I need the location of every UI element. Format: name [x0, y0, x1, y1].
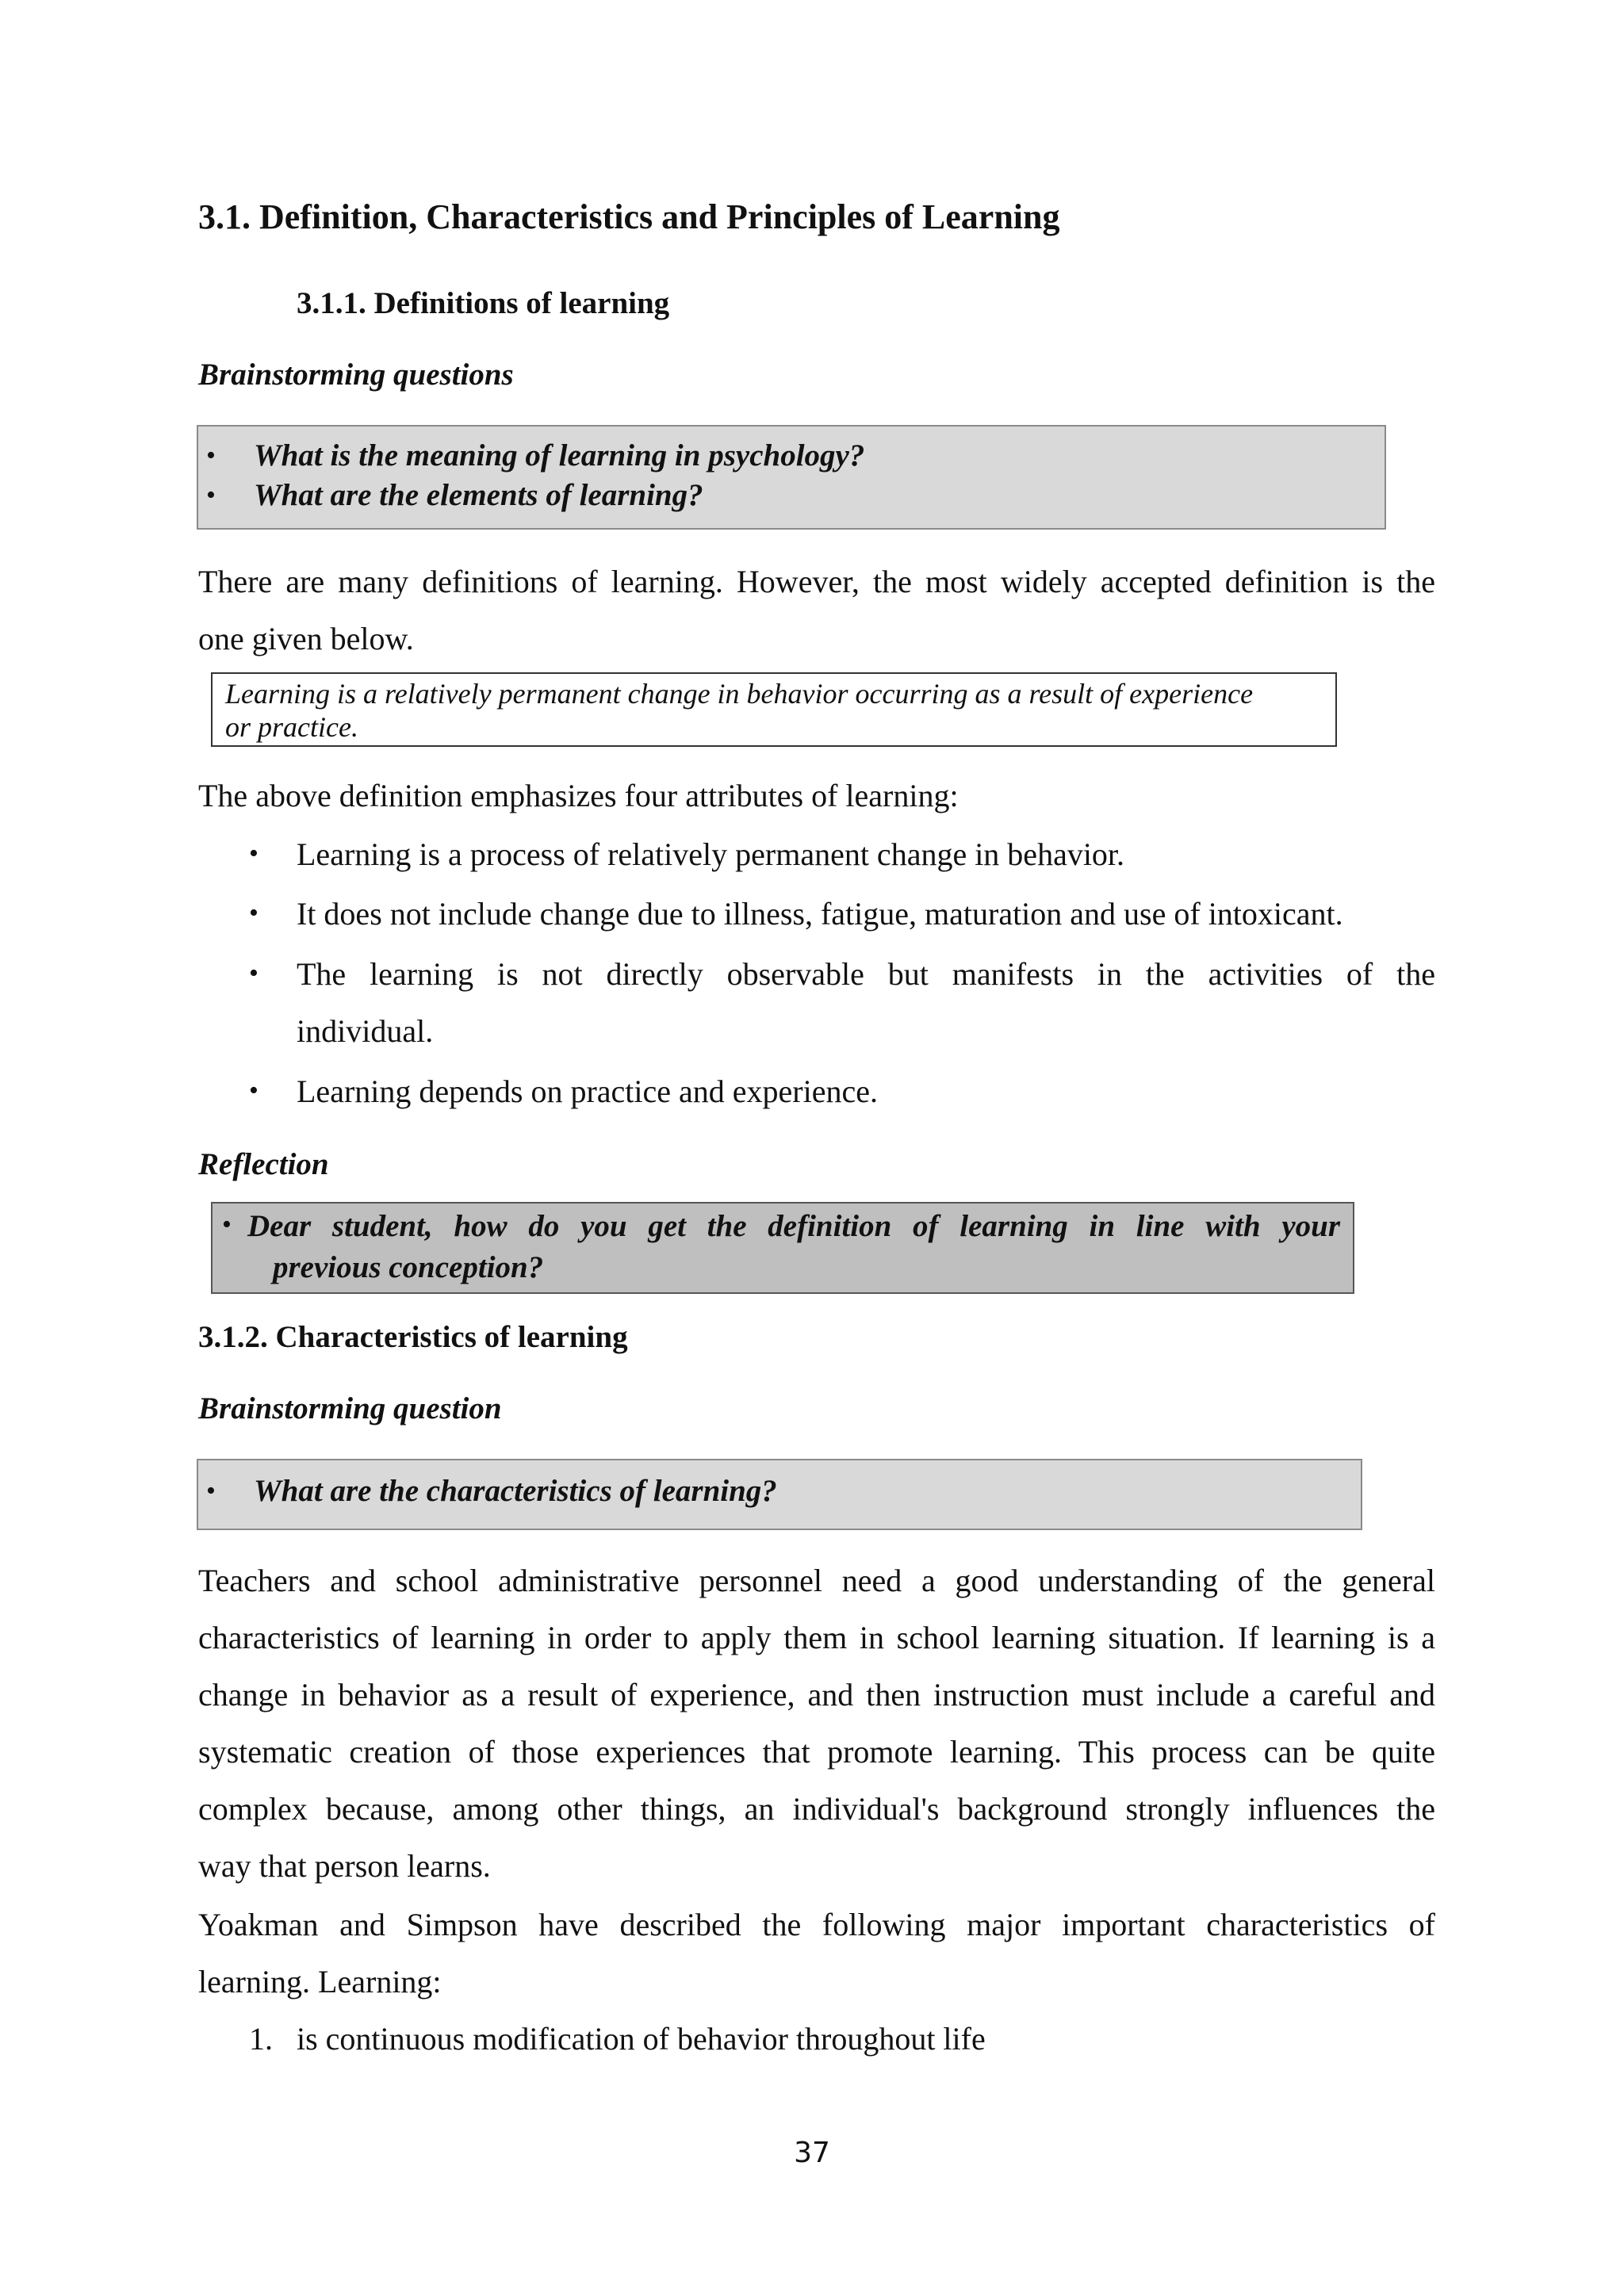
- paragraph-line: Teachers and school administrative personnel need a good understanding of the general: [198, 1563, 1435, 1598]
- bullet-icon: •: [249, 1076, 259, 1105]
- paragraph-line: complex because, among other things, an individual's background strongly influences the: [198, 1791, 1435, 1827]
- paragraph-line: Yoakman and Simpson have described the following major important characteristics of: [198, 1907, 1435, 1942]
- paragraph-line: learning. Learning:: [198, 1964, 442, 1999]
- bullet-icon: •: [249, 898, 259, 928]
- attribute-item: Learning depends on practice and experience.: [297, 1073, 878, 1109]
- question-text: What are the characteristics of learning?: [254, 1474, 777, 1508]
- list-item: is continuous modification of behavior throughout life: [297, 2021, 986, 2057]
- section-title: 3.1. Definition, Characteristics and Principles of Learning: [198, 197, 1060, 236]
- paragraph-line: change in behavior as a result of experience, and then instruction must include a careful and: [198, 1677, 1435, 1712]
- intro-line-2: one given below.: [198, 621, 414, 656]
- definition-box: [211, 672, 1337, 747]
- list-number: 1.: [249, 2021, 273, 2057]
- bullet-icon: •: [222, 1210, 232, 1239]
- reflection-line-1: Dear student, how do you get the definition of learning in line with your: [247, 1209, 1340, 1243]
- page-number: 37: [794, 2137, 830, 2169]
- attribute-item: The learning is not directly observable but manifests in the activities of the: [297, 956, 1435, 992]
- bullet-icon: •: [206, 480, 216, 510]
- bullet-icon: •: [249, 839, 259, 868]
- definition-line-1: Learning is a relatively permanent change in behavior occurring as a result of experience: [225, 678, 1254, 710]
- subsection-heading-characteristics: 3.1.2. Characteristics of learning: [198, 1320, 628, 1354]
- question-text: What are the elements of learning?: [254, 478, 703, 512]
- reflection-box: [211, 1202, 1354, 1294]
- intro-line-1: There are many definitions of learning. However, the most widely accepted definition is the: [198, 564, 1435, 599]
- brainstorm-question-box: [197, 425, 1386, 530]
- attributes-intro: The above definition emphasizes four attributes of learning:: [198, 778, 959, 813]
- paragraph-line: characteristics of learning in order to apply them in school learning situation. If learning is a: [198, 1620, 1435, 1655]
- bullet-icon: •: [206, 1476, 216, 1506]
- reflection-line-2: previous conception?: [273, 1250, 544, 1284]
- brainstorm-question-box: [197, 1459, 1362, 1530]
- attribute-item: It does not include change due to illness, fatigue, maturation and use of intoxicant.: [297, 896, 1343, 932]
- brainstorm-label: Brainstorming question: [198, 1391, 502, 1425]
- bullet-icon: •: [249, 959, 259, 988]
- brainstorm-label: Brainstorming questions: [198, 358, 514, 392]
- attribute-item-continued: individual.: [297, 1013, 434, 1049]
- subsection-heading-definitions: 3.1.1. Definitions of learning: [297, 286, 670, 320]
- paragraph-line: systematic creation of those experiences that promote learning. This process can be quite: [198, 1734, 1435, 1770]
- reflection-label: Reflection: [198, 1147, 329, 1181]
- bullet-icon: •: [206, 441, 216, 470]
- paragraph-line: way that person learns.: [198, 1848, 491, 1884]
- definition-line-2: or practice.: [225, 711, 358, 743]
- attribute-item: Learning is a process of relatively permanent change in behavior.: [297, 836, 1125, 872]
- question-text: What is the meaning of learning in psychology?: [254, 438, 865, 473]
